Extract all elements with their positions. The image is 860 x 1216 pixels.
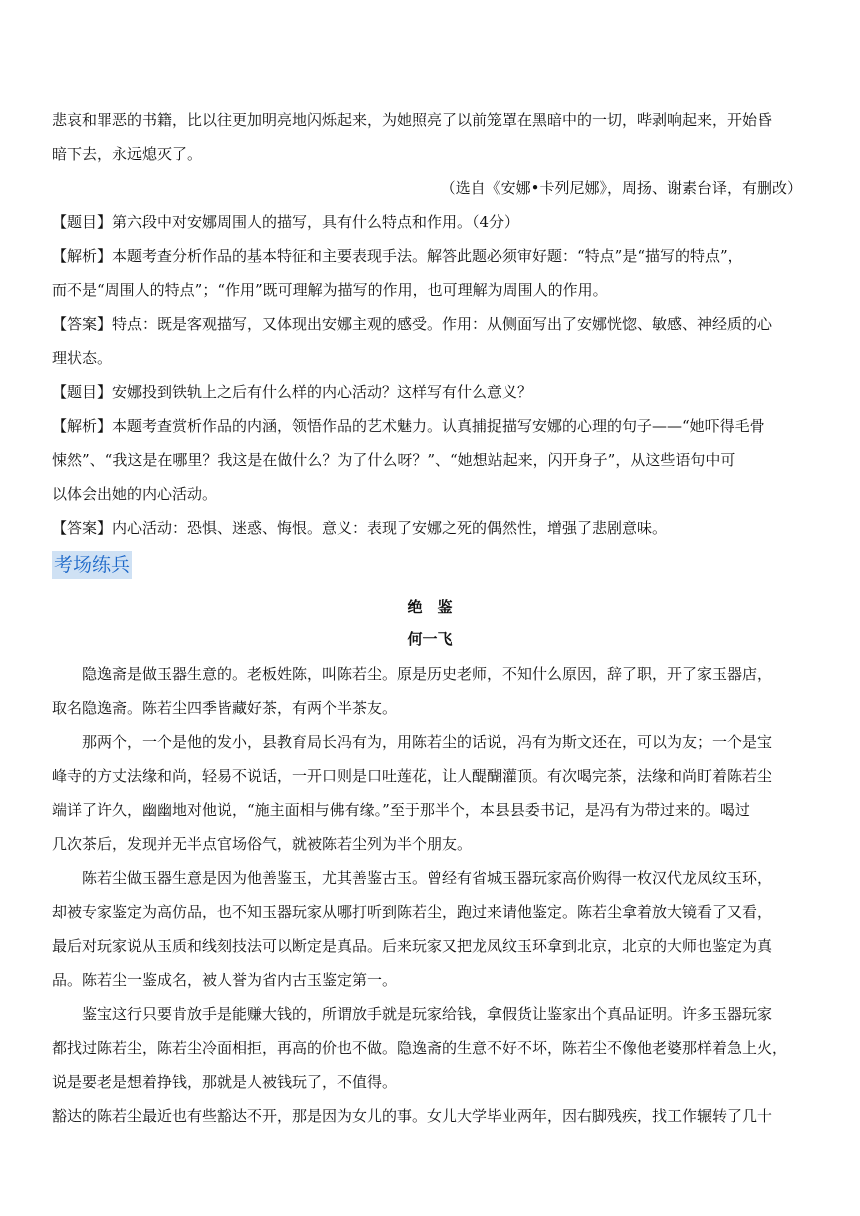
article-line: 都找过陈若尘，陈若尘冷面相拒，再高的价也不做。隐逸斋的生意不好不坏，陈若尘不像他老婆那样着急上火， (52, 1039, 788, 1057)
qa-line: 悚然”、“我这是在哪里？我这是在做什么？为了什么呀？”、“她想站起来，闪开身子”，从这些语句中可 (52, 451, 736, 469)
article-line: 隐逸斋是做玉器生意的。老板姓陈，叫陈若尘。原是历史老师，不知什么原因，辞了职，开了家玉器店， (52, 665, 773, 683)
qa-line: 而不是“周围人的特点”；“作用”既可理解为描写的作用，也可理解为周围人的作用。 (52, 281, 608, 299)
qa-line: 理状态。 (52, 349, 113, 367)
article-line: 品。陈若尘一鉴成名，被人誉为省内古玉鉴定第一。 (52, 971, 398, 989)
article-line: 那两个，一个是他的发小，县教育局长冯有为，用陈若尘的话说，冯有为斯文还在，可以为友；一个是宝 (52, 733, 773, 751)
article-line: 说是要老是想着挣钱，那就是人被钱玩了，不值得。 (52, 1073, 398, 1091)
article-author: 何一飞 (407, 630, 453, 648)
qa-line: 【题目】第六段中对安娜周围人的描写，具有什么特点和作用。（4分） (52, 213, 520, 231)
article-line: 鉴宝这行只要肯放手是能赚大钱的，所谓放手就是玩家给钱，拿假货让鉴家出个真品证明。许多玉器玩家 (52, 1005, 773, 1023)
source-citation: （选自《安娜•卡列尼娜》，周扬、谢素台译，有删改） (440, 179, 802, 197)
section-label: 考场练兵 (52, 551, 132, 579)
article-line: 端详了许久，幽幽地对他说，“施主面相与佛有缘。”至于那半个，本县县委书记，是冯有为带过来的。喝过 (52, 801, 750, 819)
text-line: 悲哀和罪恶的书籍，比以往更加明亮地闪烁起来，为她照亮了以前笼罩在黑暗中的一切，哔剥响起来，开始昏 (52, 111, 773, 129)
article-title: 绝 鉴 (407, 598, 453, 616)
article-line: 取名隐逸斋。陈若尘四季皆藏好茶，有两个半茶友。 (52, 699, 398, 717)
article-line: 陈若尘做玉器生意是因为他善鉴玉，尤其善鉴古玉。曾经有省城玉器玩家高价购得一枚汉代龙凤纹玉环， (52, 869, 773, 887)
article-line: 几次茶后，发现并无半点官场俗气，就被陈若尘列为半个朋友。 (52, 835, 473, 853)
qa-line: 以体会出她的内心活动。 (52, 485, 218, 503)
article-line: 最后对玩家说从玉质和线刻技法可以断定是真品。后来玩家又把龙凤纹玉环拿到北京，北京的大师也鉴定为真 (52, 937, 773, 955)
qa-line: 【解析】本题考查赏析作品的内涵，领悟作品的艺术魅力。认真捕捉描写安娜的心理的句子——“她吓得毛骨 (52, 417, 765, 435)
text-line: 暗下去，永远熄灭了。 (52, 145, 203, 163)
qa-line: 【答案】内心活动：恐惧、迷惑、悔恨。意义：表现了安娜之死的偶然性，增强了悲剧意味。 (52, 519, 668, 537)
article-line: 豁达的陈若尘最近也有些豁达不开，那是因为女儿的事。女儿大学毕业两年，因右脚残疾，找工作辗转了几十 (52, 1107, 773, 1125)
qa-line: 【题目】安娜投到铁轨上之后有什么样的内心活动？这样写有什么意义？ (52, 383, 533, 401)
qa-line: 【答案】特点：既是客观描写，又体现出安娜主观的感受。作用：从侧面写出了安娜恍惚、敏感、神经质的心 (52, 315, 773, 333)
article-line: 峰寺的方丈法缘和尚，轻易不说话，一开口则是口吐莲花，让人醍醐灌顶。有次喝完茶，法缘和尚盯着陈若尘 (52, 767, 773, 785)
article-line: 却被专家鉴定为高仿品，也不知玉器玩家从哪打听到陈若尘，跑过来请他鉴定。陈若尘拿着放大镜看了又看， (52, 903, 773, 921)
qa-line: 【解析】本题考查分析作品的基本特征和主要表现手法。解答此题必须审好题：“特点”是“描写的特点”， (52, 247, 743, 265)
